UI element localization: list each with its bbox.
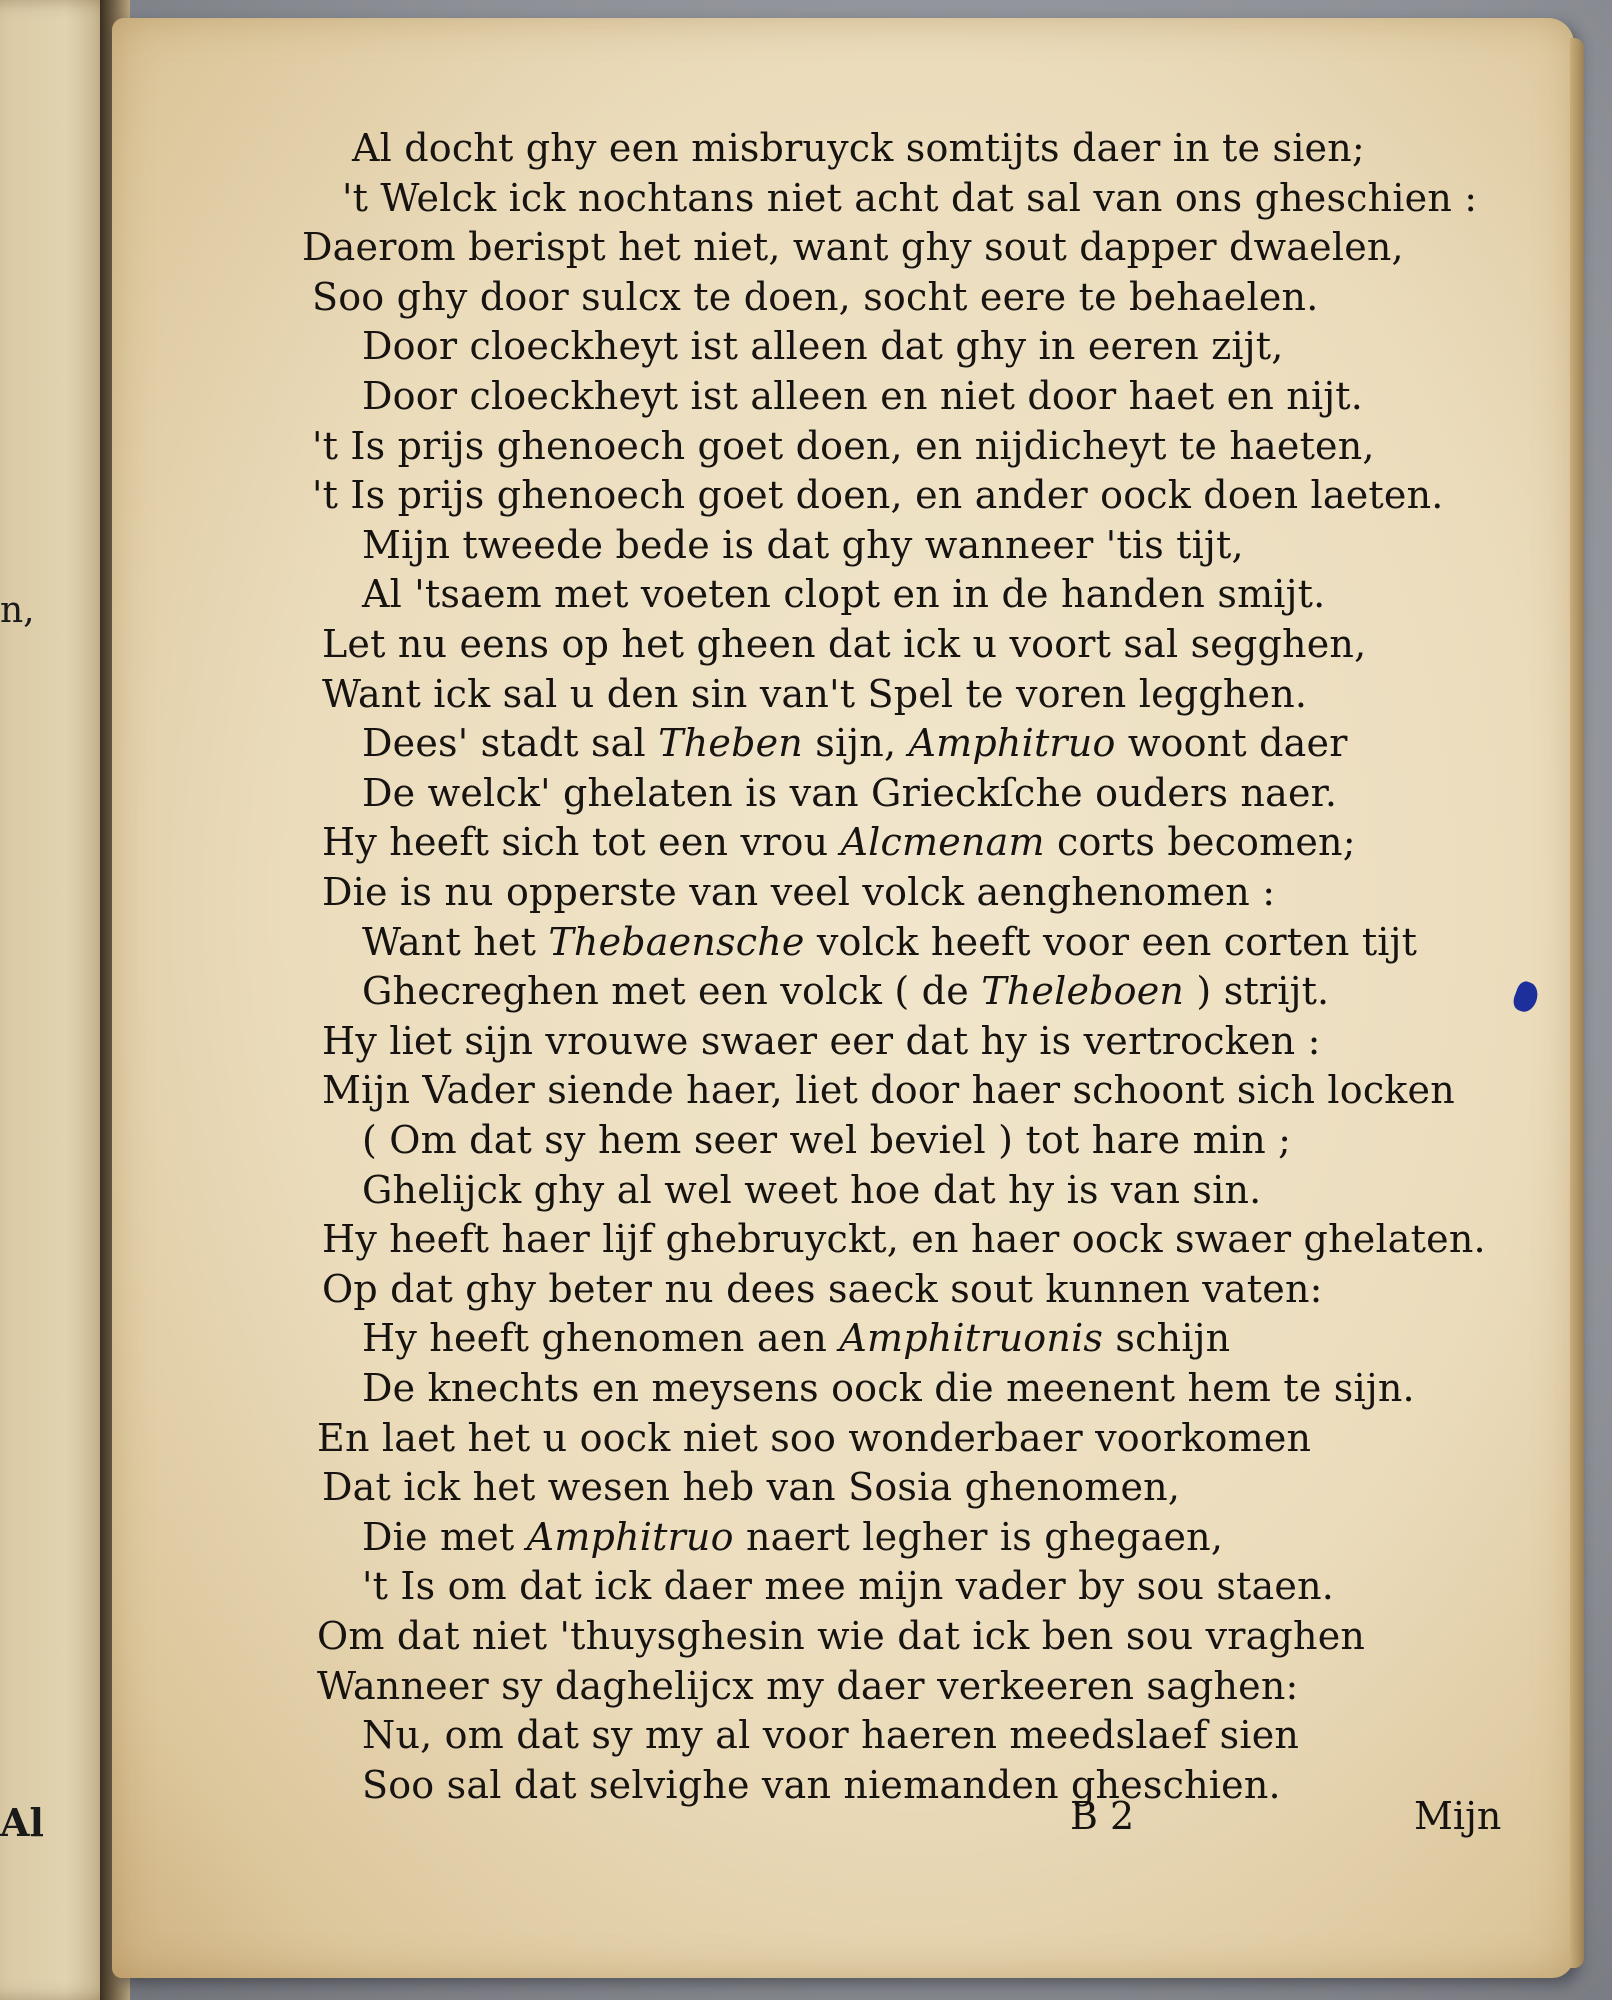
verse-line xyxy=(362,1515,1223,1559)
italic-name: Amphitruo xyxy=(526,1515,734,1559)
verse-line: Soo sal dat selvighe van niemanden gheschien. xyxy=(362,1763,1281,1807)
verse-line: Mijn tweede bede is dat ghy wanneer 'tis tijt, xyxy=(362,523,1244,567)
verse-line: Door cloeckheyt ist alleen dat ghy in eeren zijt, xyxy=(362,324,1284,368)
verse-line: 't Welck ick nochtans niet acht dat sal van ons gheschien : xyxy=(342,176,1478,220)
verse-text: Dees' stadt sal xyxy=(362,721,659,765)
verse-line: Al 'tsaem met voeten clopt en in de handen smijt. xyxy=(362,572,1326,616)
verse-line: Op dat ghy beter nu dees saeck sout kunnen vaten: xyxy=(322,1267,1323,1311)
italic-name: Alcmenam xyxy=(840,820,1045,864)
verse-line: 't Is om dat ick daer mee mijn vader by sou staen. xyxy=(362,1564,1335,1608)
italic-name: Amphitruo xyxy=(908,721,1116,765)
verse-text: Hy heeft sich tot een vrou xyxy=(322,820,841,864)
verse-line: Door cloeckheyt ist alleen en niet door haet en nijt. xyxy=(362,374,1364,418)
verse-line: 't Is prijs ghenoech goet doen, en ander oock doen laeten. xyxy=(312,473,1444,517)
verse-line: ( Om dat sy hem seer wel beviel ) tot hare min ; xyxy=(362,1118,1292,1162)
verse-text: corts becomen; xyxy=(1044,820,1356,864)
verse-line xyxy=(362,920,1417,964)
italic-name: Theleboen xyxy=(981,969,1185,1013)
verse-line: Dat ick het wesen heb van Sosia ghenomen, xyxy=(322,1465,1181,1509)
verse-text: sijn, xyxy=(802,721,909,765)
right-page xyxy=(112,18,1574,1978)
verse-line: De welck' ghelaten is van Grieckſche ouders naer. xyxy=(362,771,1338,815)
verse-block xyxy=(112,18,1574,1978)
verse-line xyxy=(362,969,1329,1013)
verse-text: ) strijt. xyxy=(1184,969,1330,1013)
verse-line xyxy=(362,721,1348,765)
verse-line: Wanneer sy daghelijcx my daer verkeeren saghen: xyxy=(317,1664,1299,1708)
verse-line: Al docht ghy een misbruyck somtijts daer in te sien; xyxy=(352,126,1365,170)
verse-line: Nu, om dat sy my al voor haeren meedslaef sien xyxy=(362,1713,1300,1757)
verse-line: Daerom berispt het niet, want ghy sout dapper dwaelen, xyxy=(302,225,1404,269)
verse-text: woont daer xyxy=(1115,721,1348,765)
italic-name: Amphitruonis xyxy=(839,1316,1104,1360)
catchword: Mijn xyxy=(1414,1794,1502,1838)
left-margin-fragment: n, xyxy=(0,590,35,631)
verse-line: Om dat niet 'thuysghesin wie dat ick ben sou vraghen xyxy=(317,1614,1366,1658)
verse-text: Ghecreghen met een volck ( de xyxy=(362,969,982,1013)
italic-name: Thebaensche xyxy=(548,920,805,964)
verse-line: Hy heeft haer lijf ghebruyckt, en haer oock swaer ghelaten. xyxy=(322,1217,1486,1261)
verse-line: En laet het u oock niet soo wonderbaer voorkomen xyxy=(317,1416,1312,1460)
italic-name: Theben xyxy=(658,721,803,765)
verse-text: Want het xyxy=(362,920,549,964)
verse-line: Let nu eens op het gheen dat ick u voort sal segghen, xyxy=(322,622,1367,666)
verse-line: Die is nu opperste van veel volck aenghenomen : xyxy=(322,870,1276,914)
verse-line: Hy liet sijn vrouwe swaer eer dat hy is vertrocken : xyxy=(322,1019,1321,1063)
verse-line: Ghelijck ghy al wel weet hoe dat hy is van sin. xyxy=(362,1168,1262,1212)
verse-line: 't Is prijs ghenoech goet doen, en nijdicheyt te haeten, xyxy=(312,424,1375,468)
verse-line: Mijn Vader siende haer, liet door haer schoont sich locken xyxy=(322,1068,1455,1112)
verse-text: schijn xyxy=(1103,1316,1231,1360)
verse-text: naert legher is ghegaen, xyxy=(733,1515,1224,1559)
verse-text: volck heeft voor een corten tijt xyxy=(804,920,1418,964)
verse-line xyxy=(362,1316,1230,1360)
verse-text: Hy heeft ghenomen aen xyxy=(362,1316,840,1360)
verse-line: Want ick sal u den sin van't Spel te voren legghen. xyxy=(322,672,1308,716)
verse-line: De knechts en meysens oock die meenent hem te sijn. xyxy=(362,1366,1415,1410)
verse-line: Soo ghy door sulcx te doen, socht eere te behaelen. xyxy=(312,275,1319,319)
left-catchword: Al xyxy=(0,1800,44,1845)
verse-text: Die met xyxy=(362,1515,527,1559)
signature-mark: B 2 xyxy=(1070,1794,1135,1838)
verse-line xyxy=(322,820,1356,864)
